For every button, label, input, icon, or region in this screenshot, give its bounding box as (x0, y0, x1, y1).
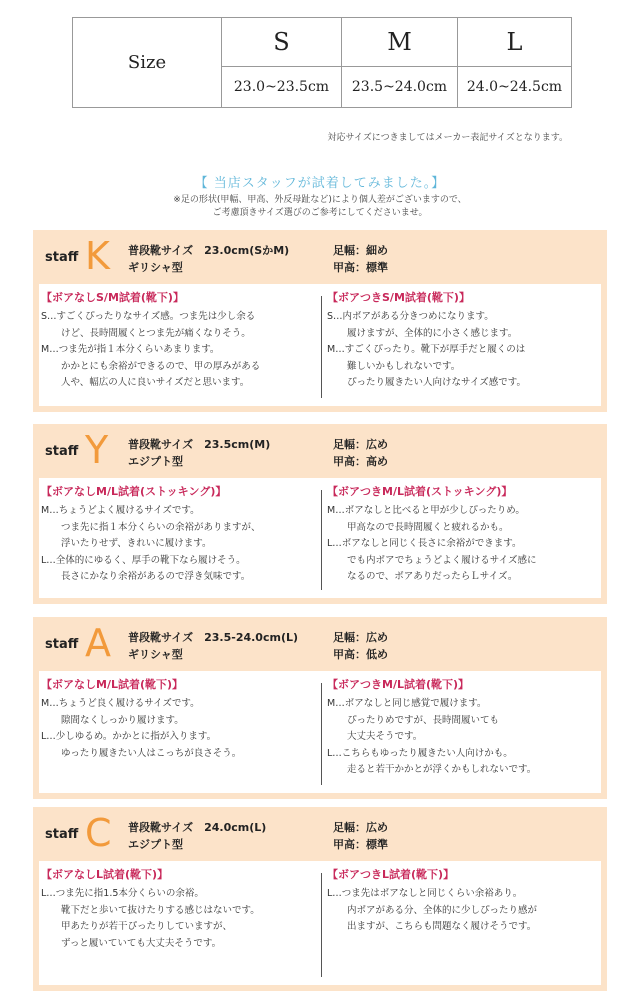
review-title: 【ボアつきM/L試着(靴下)】 (327, 678, 470, 691)
foot-width: 足幅：広め (333, 631, 388, 644)
review-line: M…つま先が指１本分くらいあまります。 (41, 344, 220, 355)
foot-type: ギリシャ型 (128, 261, 183, 274)
staff-label: staff (45, 444, 79, 459)
staff-initial: K (85, 234, 110, 278)
size-range-m: 23.5~24.0cm (342, 67, 458, 108)
review-line: 浮いたりせず、きれいに履けます。 (61, 538, 212, 549)
review-line: ぴったりめですが、長時間履いても (347, 714, 500, 726)
review-line: M…ちょうどよく履けるサイズです。 (41, 505, 200, 516)
staff-initial: Y (85, 428, 109, 472)
instep-height: 甲高：高め (333, 455, 388, 468)
staff-foot-info (333, 242, 388, 276)
review-line: 走ると若干かかとが浮くかもしれないです。 (347, 764, 537, 775)
shoe-size: 普段靴サイズ 23.5-24.0cm(L) (128, 631, 299, 644)
review-title: 【ボアなしM/L試着(ストッキング)】 (41, 485, 227, 498)
staff-review-body (39, 861, 601, 985)
review-with-boa (327, 484, 603, 586)
instep-height: 甲高：標準 (333, 261, 388, 274)
instep-height: 甲高：低め (333, 648, 388, 661)
review-line: でも内ボアでちょうどよく履けるサイズ感に (347, 554, 537, 566)
size-header-m: M (342, 18, 458, 67)
staff-trial-note-line: ご考慮頂きサイズ選びのご参考にしてくださいませ。 (212, 208, 428, 218)
staff-header (33, 617, 607, 671)
review-without-boa (41, 484, 317, 586)
column-divider (321, 490, 322, 590)
staff-shoe-info (128, 819, 266, 853)
staff-foot-info (333, 629, 388, 663)
review-line: 大丈夫そうです。 (347, 731, 423, 742)
staff-review-c (33, 807, 607, 991)
review-title: 【ボアなしM/L試着(靴下)】 (41, 678, 184, 691)
staff-review-y (33, 424, 607, 604)
shoe-size: 普段靴サイズ 23.0cm(SかM) (128, 244, 290, 257)
staff-review-k (33, 230, 607, 412)
review-title: 【ボアつきL試着(靴下)】 (327, 868, 455, 881)
staff-shoe-info (128, 242, 289, 276)
review-line: L…つま先はボアなしと同じくらい余裕あり。 (327, 888, 523, 899)
review-line: 靴下だと歩いて抜けたりする感じはないです。 (61, 904, 260, 916)
size-row-label: Size (73, 18, 222, 108)
shoe-size: 普段靴サイズ 23.5cm(M) (128, 438, 271, 451)
staff-trial-note (0, 194, 640, 220)
review-line: L…こちらもゆったり履きたい人向けかも。 (327, 747, 513, 759)
review-line: 出ますが、こちらも問題なく履けそうです。 (347, 921, 537, 932)
column-divider (321, 296, 322, 398)
review-line: つま先に指１本分くらいの余裕がありますが、 (61, 521, 261, 533)
review-line: L…全体的にゆるく、厚手の靴下なら履けそう。 (41, 554, 246, 566)
staff-review-body (39, 671, 601, 793)
column-divider (321, 683, 322, 785)
staff-foot-info (333, 436, 388, 470)
review-line: 人や、幅広の人に良いサイズだと思います。 (61, 377, 250, 388)
staff-review-body (39, 284, 601, 406)
size-header-l: L (458, 18, 572, 67)
review-line: かかとにも余裕ができるので、甲の厚みがある (61, 360, 261, 372)
instep-height: 甲高：標準 (333, 838, 388, 851)
foot-type: エジプト型 (128, 838, 183, 851)
size-range-s: 23.0~23.5cm (222, 67, 342, 108)
staff-initial: C (85, 811, 112, 855)
review-with-boa (327, 677, 603, 779)
review-line: M…すごくぴったり。靴下が厚手だと履くのは (327, 344, 526, 355)
foot-width: 足幅：広め (333, 438, 388, 451)
review-line: ゆったり履きたい人はこっちが良さそう。 (61, 747, 242, 759)
review-title: 【ボアなしL試着(靴下)】 (41, 868, 169, 881)
review-line: なるので、ボアありだったらＬサイズ。 (347, 571, 518, 582)
review-line: L…少しゆるめ。かかとに指が入ります。 (41, 731, 217, 742)
review-line: 内ボアがある分、全体的に少しぴったり感が (347, 904, 538, 916)
staff-trial-heading: 【 当店スタッフが試着してみました。】 (194, 176, 446, 191)
review-line: M…ちょうど良く履けるサイズです。 (41, 698, 200, 709)
review-without-boa (41, 677, 317, 762)
staff-label: staff (45, 827, 79, 842)
staff-header (33, 230, 607, 284)
review-line: 難しいかもしれないです。 (347, 360, 461, 372)
size-range-l: 24.0~24.5cm (458, 67, 572, 108)
staff-label: staff (45, 637, 79, 652)
size-header-s: S (222, 18, 342, 67)
review-line: 甲高なので長時間履くと疲れるかも。 (347, 521, 509, 533)
review-line: けど、長時間履くとつま先が痛くなりそう。 (61, 327, 251, 339)
review-line: M…ボアなしと同じ感覚で履けます。 (327, 698, 487, 709)
size-note: 対応サイズにつきましてはメーカー表記サイズとなります。 (327, 133, 568, 143)
review-without-boa (41, 867, 317, 952)
review-line: L…つま先に指1.5本分くらいの余裕。 (41, 888, 204, 899)
review-without-boa (41, 290, 317, 392)
column-divider (321, 873, 322, 977)
foot-type: ギリシャ型 (128, 648, 183, 661)
staff-trial-note-line: ※足の形状(甲幅、甲高、外反母趾など)により個人差がございますので、 (173, 195, 467, 205)
review-line: 履けますが、全体的に小さく感じます。 (347, 327, 518, 339)
review-line: M…ボアなしと比べると甲が少しぴったりめ。 (327, 505, 525, 516)
staff-initial: A (85, 621, 111, 665)
staff-shoe-info (128, 436, 270, 470)
review-line: 隙間なくしっかり履けます。 (61, 714, 184, 726)
foot-width: 足幅：細め (333, 244, 388, 257)
review-line: ぴったり履きたい人向けなサイズ感です。 (347, 377, 526, 388)
review-with-boa (327, 290, 603, 392)
foot-type: エジプト型 (128, 455, 183, 468)
staff-header (33, 807, 607, 861)
review-title: 【ボアつきS/M試着(靴下)】 (327, 291, 470, 304)
shoe-size: 普段靴サイズ 24.0cm(L) (128, 821, 267, 834)
foot-width: 足幅：広め (333, 821, 388, 834)
size-table (72, 17, 572, 108)
review-line: S…すごくぴったりなサイズ感。つま先は少し余る (41, 311, 256, 322)
review-title: 【ボアつきM/L試着(ストッキング)】 (327, 485, 513, 498)
staff-label: staff (45, 250, 79, 265)
staff-shoe-info (128, 629, 298, 663)
staff-review-a (33, 617, 607, 799)
review-line: ずっと履いていても大丈夫そうです。 (61, 937, 222, 949)
review-line: 甲あたりが若干ぴったりしていますが、 (61, 921, 233, 932)
review-with-boa (327, 867, 603, 936)
staff-header (33, 424, 607, 478)
review-line: 長さにかなり余裕があるので浮き気味です。 (61, 571, 251, 582)
review-line: L…ボアなしと同じく長さに余裕ができます。 (327, 538, 522, 549)
staff-foot-info (333, 819, 388, 853)
review-title: 【ボアなしS/M試着(靴下)】 (41, 291, 184, 304)
review-line: S…内ボアがある分きつめになります。 (327, 311, 494, 322)
staff-review-body (39, 478, 601, 598)
